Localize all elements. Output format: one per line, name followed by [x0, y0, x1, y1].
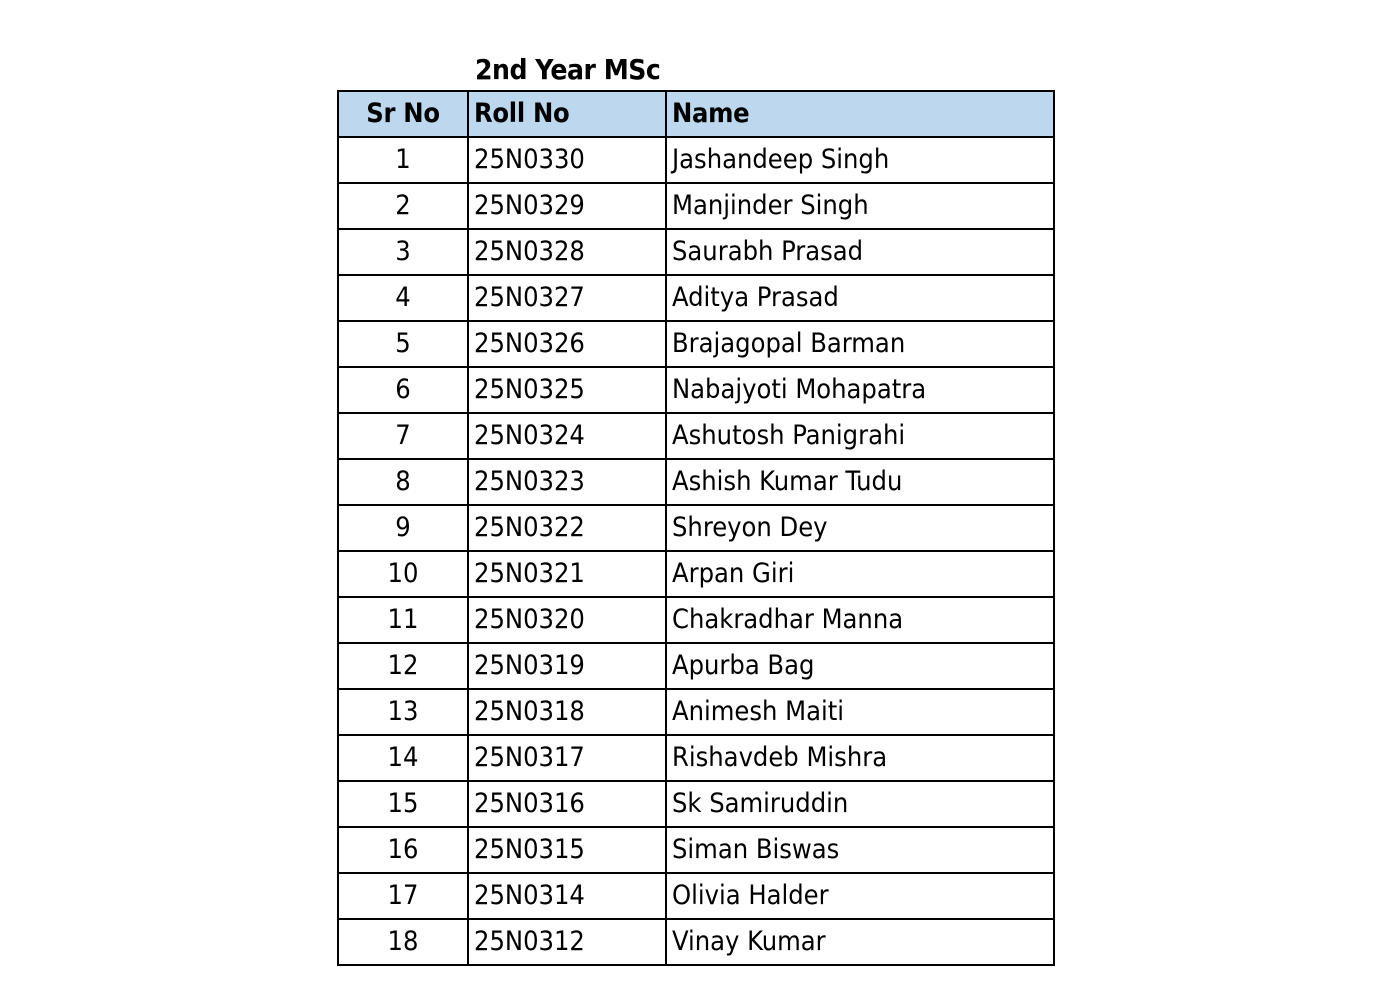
table-row [338, 551, 1054, 597]
header-row [338, 91, 1054, 137]
cell-sr-no: 3 [338, 229, 468, 275]
cell-roll-no: 25N0327 [468, 275, 666, 321]
cell-name: Arpan Giri [666, 551, 1054, 597]
table-row [338, 183, 1054, 229]
cell-name: Sk Samiruddin [666, 781, 1054, 827]
cell-sr-no: 1 [338, 137, 468, 183]
table-row [338, 275, 1054, 321]
table-row [338, 321, 1054, 367]
cell-name: Brajagopal Barman [666, 321, 1054, 367]
table-row [338, 367, 1054, 413]
cell-name: Chakradhar Manna [666, 597, 1054, 643]
cell-roll-no: 25N0314 [468, 873, 666, 919]
cell-roll-no: 25N0318 [468, 689, 666, 735]
cell-roll-no: 25N0328 [468, 229, 666, 275]
cell-name: Animesh Maiti [666, 689, 1054, 735]
table-row [338, 137, 1054, 183]
cell-roll-no: 25N0315 [468, 827, 666, 873]
cell-name: Saurabh Prasad [666, 229, 1054, 275]
cell-sr-no: 6 [338, 367, 468, 413]
cell-roll-no: 25N0317 [468, 735, 666, 781]
cell-name: Ashutosh Panigrahi [666, 413, 1054, 459]
cell-sr-no: 5 [338, 321, 468, 367]
table-row [338, 735, 1054, 781]
cell-sr-no: 10 [338, 551, 468, 597]
cell-sr-no: 2 [338, 183, 468, 229]
table-header [338, 91, 1054, 137]
table-body [338, 137, 1054, 965]
student-roster-table [337, 90, 1055, 966]
cell-name: Siman Biswas [666, 827, 1054, 873]
cell-sr-no: 12 [338, 643, 468, 689]
header-roll-no: Roll No [468, 91, 666, 137]
table-row [338, 827, 1054, 873]
cell-sr-no: 4 [338, 275, 468, 321]
cell-name: Olivia Halder [666, 873, 1054, 919]
cell-roll-no: 25N0319 [468, 643, 666, 689]
cell-roll-no: 25N0325 [468, 367, 666, 413]
cell-name: Apurba Bag [666, 643, 1054, 689]
table-row [338, 597, 1054, 643]
cell-name: Manjinder Singh [666, 183, 1054, 229]
cell-name: Ashish Kumar Tudu [666, 459, 1054, 505]
table-row [338, 505, 1054, 551]
table-row [338, 689, 1054, 735]
table-row [338, 919, 1054, 965]
page-title: 2nd Year MSc [475, 53, 661, 86]
cell-sr-no: 16 [338, 827, 468, 873]
cell-name: Nabajyoti Mohapatra [666, 367, 1054, 413]
cell-roll-no: 25N0321 [468, 551, 666, 597]
table-row [338, 873, 1054, 919]
table-row [338, 643, 1054, 689]
cell-roll-no: 25N0322 [468, 505, 666, 551]
table-row [338, 459, 1054, 505]
cell-roll-no: 25N0326 [468, 321, 666, 367]
cell-sr-no: 11 [338, 597, 468, 643]
header-name: Name [666, 91, 1054, 137]
cell-sr-no: 7 [338, 413, 468, 459]
cell-name: Rishavdeb Mishra [666, 735, 1054, 781]
cell-sr-no: 14 [338, 735, 468, 781]
cell-roll-no: 25N0312 [468, 919, 666, 965]
cell-sr-no: 9 [338, 505, 468, 551]
cell-sr-no: 17 [338, 873, 468, 919]
cell-sr-no: 13 [338, 689, 468, 735]
table-row [338, 413, 1054, 459]
cell-roll-no: 25N0320 [468, 597, 666, 643]
cell-name: Aditya Prasad [666, 275, 1054, 321]
cell-roll-no: 25N0329 [468, 183, 666, 229]
cell-roll-no: 25N0323 [468, 459, 666, 505]
cell-name: Shreyon Dey [666, 505, 1054, 551]
cell-sr-no: 18 [338, 919, 468, 965]
cell-name: Vinay Kumar [666, 919, 1054, 965]
table-row [338, 781, 1054, 827]
cell-roll-no: 25N0330 [468, 137, 666, 183]
cell-name: Jashandeep Singh [666, 137, 1054, 183]
cell-sr-no: 15 [338, 781, 468, 827]
cell-roll-no: 25N0316 [468, 781, 666, 827]
cell-roll-no: 25N0324 [468, 413, 666, 459]
table-row [338, 229, 1054, 275]
cell-sr-no: 8 [338, 459, 468, 505]
header-sr-no: Sr No [338, 91, 468, 137]
